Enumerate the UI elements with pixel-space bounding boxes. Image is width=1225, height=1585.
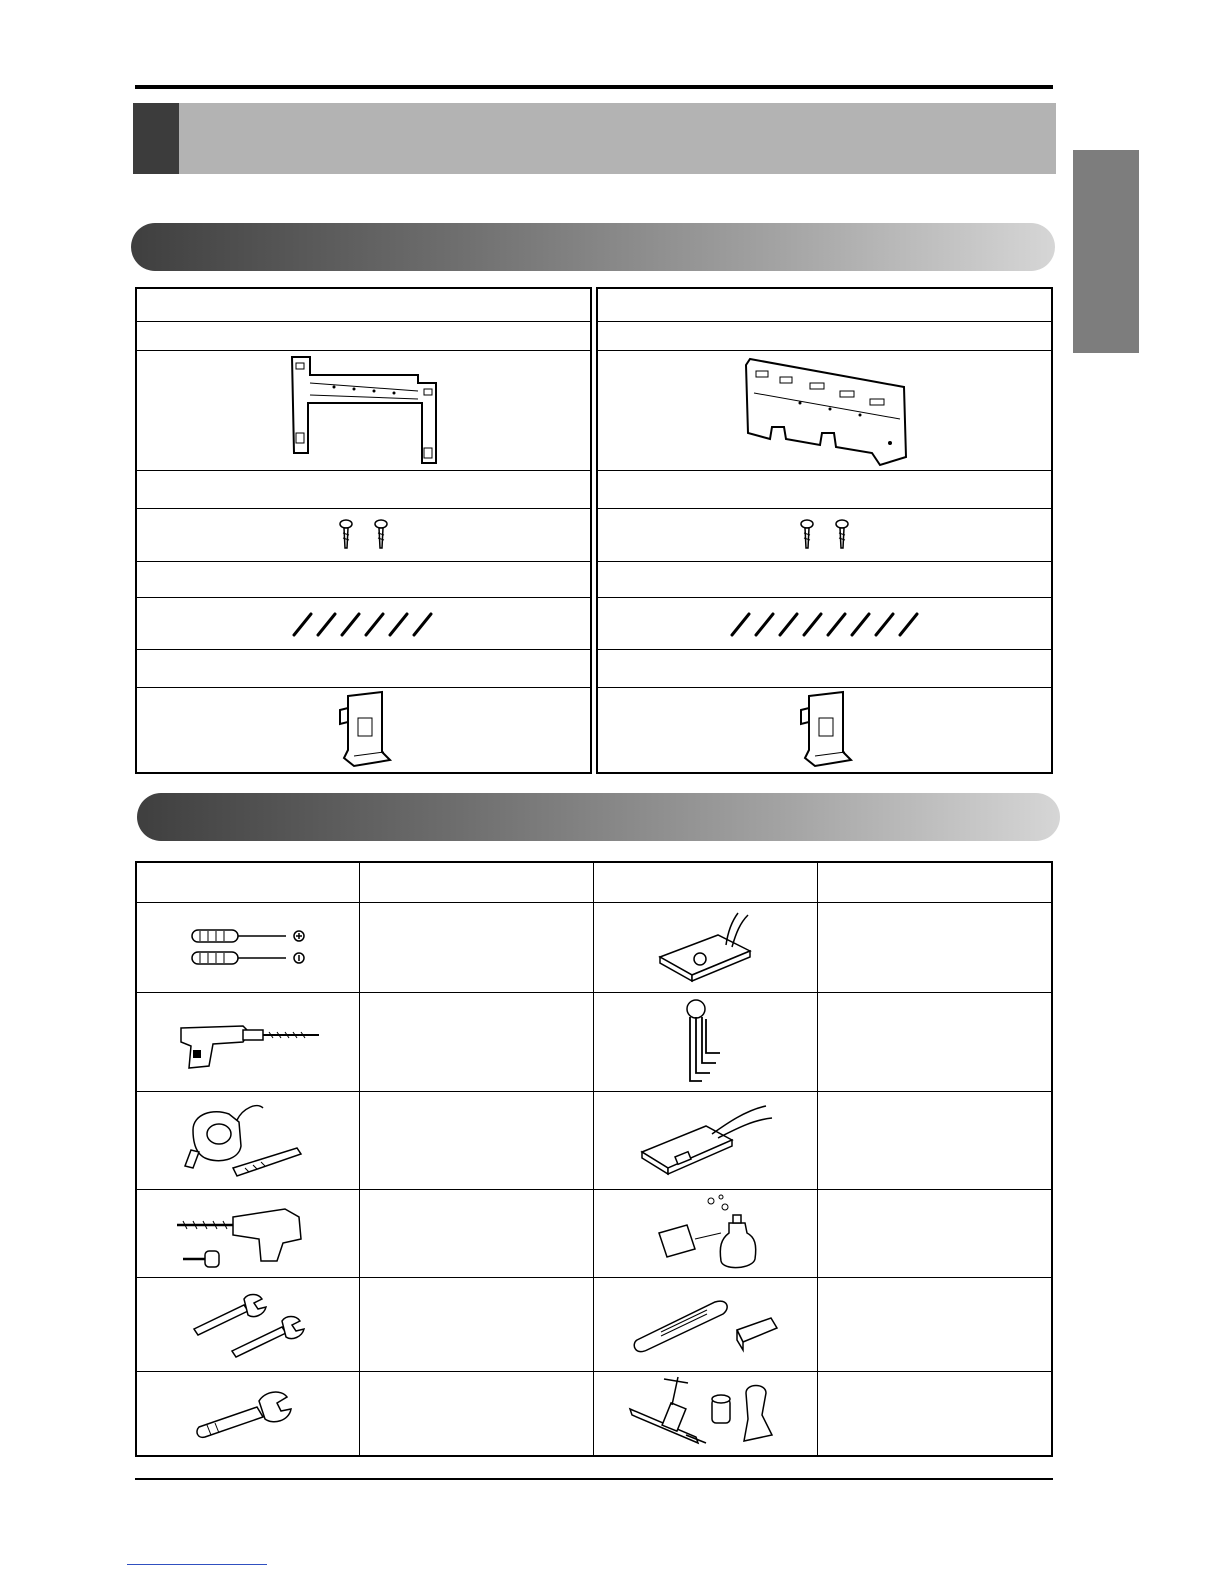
tool-label: [818, 992, 1052, 1091]
tool-label: [360, 1277, 594, 1371]
tool-label: [360, 992, 594, 1091]
anchors-cell: [136, 597, 591, 649]
screw-pair-icon: [329, 518, 399, 552]
tool-image-cell: [136, 1277, 360, 1371]
installation-plate-icon: [284, 353, 444, 468]
installation-plate-wide-icon: [740, 353, 910, 468]
screws-cell: [597, 508, 1052, 561]
tool-label: [360, 902, 594, 992]
tools-header: [594, 862, 818, 902]
table-row: [136, 992, 1052, 1091]
electric-drill-icon: [173, 1012, 323, 1072]
section-side-tab: [1073, 150, 1139, 353]
table-row: [136, 1371, 1052, 1456]
footer-link-underline[interactable]: [127, 1564, 267, 1565]
acc-cell: [136, 561, 591, 597]
installation-plate-cell: [136, 350, 591, 470]
ammeter-icon: [636, 1100, 776, 1180]
pipe-holder-cell: [597, 687, 1052, 773]
tools-heading-bar: [137, 793, 1060, 841]
tool-label: [818, 902, 1052, 992]
acc-cell: [597, 321, 1052, 350]
acc-cell: [136, 321, 591, 350]
hexagonal-wrench-icon: [676, 999, 736, 1085]
tool-label: [360, 1371, 594, 1456]
tool-label: [818, 1189, 1052, 1277]
tool-label: [818, 1371, 1052, 1456]
tool-image-cell: [136, 1189, 360, 1277]
spanner-icon: [188, 1289, 308, 1359]
acc-cell: [136, 288, 591, 321]
table-row: [136, 1091, 1052, 1189]
thermometer-icon: [656, 911, 756, 983]
screws-cell: [136, 508, 591, 561]
table-row: [136, 1189, 1052, 1277]
tools-header: [818, 862, 1052, 902]
tools-header-row: [136, 862, 1052, 902]
acc-cell: [597, 649, 1052, 687]
table-row: [136, 1277, 1052, 1371]
torque-wrench-icon: [193, 1383, 303, 1443]
tool-image-cell: [594, 1371, 818, 1456]
tool-image-cell: [594, 992, 818, 1091]
gas-leak-detector-icon: [651, 1193, 761, 1273]
flaring-tool-icon: [626, 1375, 786, 1451]
tools-header: [360, 862, 594, 902]
anchor-screws-8-icon: [727, 608, 922, 638]
table-row: [136, 902, 1052, 992]
accessories-table-left: [135, 287, 592, 774]
tool-image-cell: [594, 1277, 818, 1371]
tool-image-cell: [136, 902, 360, 992]
pipe-holder-icon: [795, 690, 855, 770]
tool-label: [818, 1277, 1052, 1371]
pipe-holder-icon: [334, 690, 394, 770]
acc-cell: [136, 470, 591, 508]
anchor-screws-6-icon: [289, 608, 439, 638]
acc-cell: [597, 470, 1052, 508]
acc-cell: [597, 288, 1052, 321]
vacuum-pump-icon: [631, 1294, 781, 1354]
measuring-tape-knife-icon: [183, 1100, 313, 1180]
top-rule: [135, 85, 1053, 89]
installation-plate-cell: [597, 350, 1052, 470]
tools-table: [135, 861, 1053, 1457]
acc-cell: [136, 649, 591, 687]
bottom-rule: [135, 1478, 1053, 1480]
tools-header: [136, 862, 360, 902]
tool-image-cell: [136, 992, 360, 1091]
page-title-bar: [133, 103, 1056, 174]
screwdrivers-icon: [188, 922, 308, 972]
acc-cell: [597, 561, 1052, 597]
tool-label: [360, 1091, 594, 1189]
accessories-table-right: [596, 287, 1053, 774]
tool-image-cell: [594, 1091, 818, 1189]
tool-image-cell: [136, 1371, 360, 1456]
tool-image-cell: [136, 1091, 360, 1189]
screw-pair-icon: [790, 518, 860, 552]
tool-label: [360, 1189, 594, 1277]
hole-core-drill-icon: [173, 1195, 323, 1271]
tool-image-cell: [594, 902, 818, 992]
tool-label: [818, 1091, 1052, 1189]
pipe-holder-cell: [136, 687, 591, 773]
anchors-cell: [597, 597, 1052, 649]
tool-image-cell: [594, 1189, 818, 1277]
title-marker-block: [133, 103, 179, 174]
accessories-heading-bar: [131, 223, 1055, 271]
